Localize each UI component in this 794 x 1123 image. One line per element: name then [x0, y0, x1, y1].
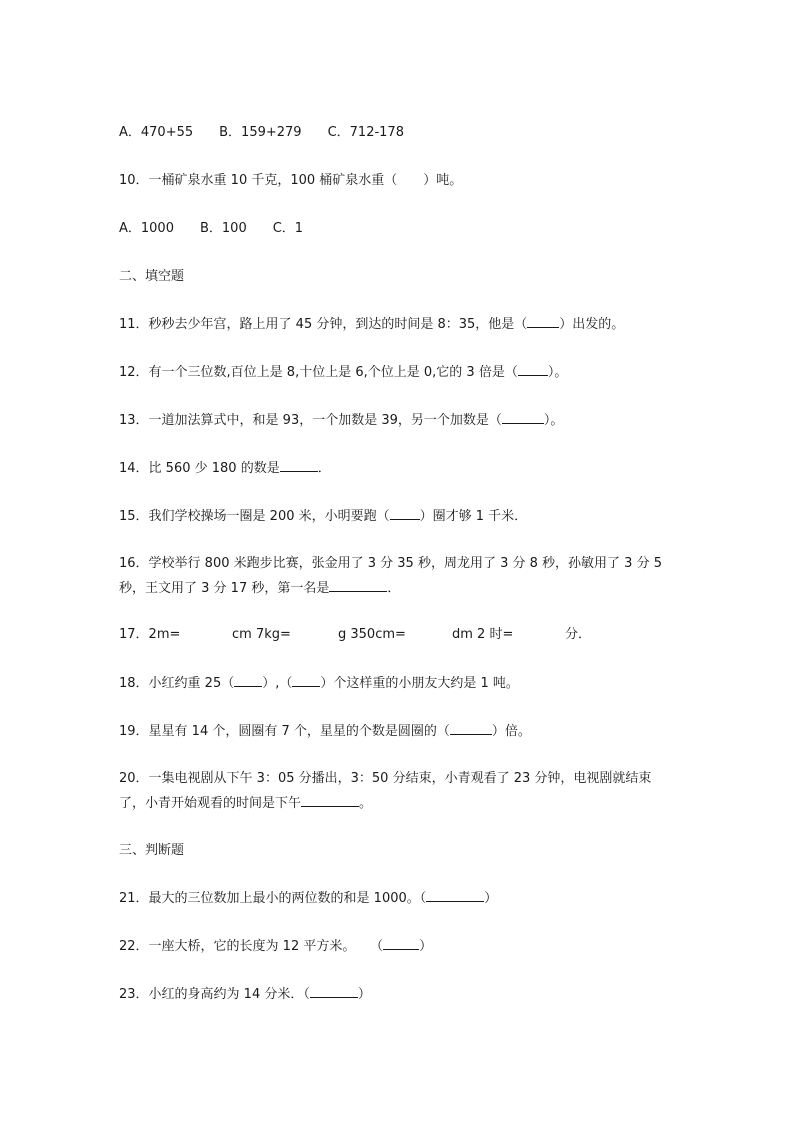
q16-answer-blank[interactable]: [329, 579, 387, 592]
q11-text-before: 11．秒秒去少年宫，路上用了 45 分钟，到达的时间是 8：35，他是（: [119, 317, 528, 332]
q13-text-before: 13．一道加法算式中，和是 93，一个加数是 39，另一个加数是（: [119, 413, 502, 428]
q18-answer-blank-2[interactable]: [292, 674, 320, 687]
q14-answer-blank[interactable]: [280, 459, 318, 472]
q22-answer-blank[interactable]: [383, 937, 419, 950]
section-heading-fill-blank: 二、填空题: [119, 269, 185, 284]
q12-text-after: ）。: [547, 365, 568, 380]
question-23: [119, 985, 371, 1004]
q13-text-after: ）。: [543, 413, 564, 428]
q12-text-before: 12．有一个三位数,百位上是 8,十位上是 6,个位上是 0,它的 3 倍是（: [119, 365, 518, 380]
q10-options: A．1000 B．100 C．1: [119, 221, 304, 236]
q11-answer-blank[interactable]: [527, 315, 559, 328]
q19-answer-blank[interactable]: [450, 722, 492, 735]
q22-text-before: 22．一座大桥，它的长度为 12 平方米。 （: [119, 939, 384, 954]
q18-text-3: ）个这样重的小朋友大约是 1 吨。: [320, 676, 519, 691]
question-19: [119, 722, 531, 741]
q16-text-before: 秒，王文用了 3 分 17 秒，第一名是: [119, 581, 330, 596]
q15-text-after: ）圈才够 1 千米．: [419, 509, 528, 524]
question-12: [119, 363, 567, 382]
q19-text-before: 19．星星有 14 个，圆圈有 7 个，星星的个数是圆圈的（: [119, 724, 450, 739]
q13-answer-blank[interactable]: [502, 411, 544, 424]
q18-answer-blank-1[interactable]: [234, 674, 262, 687]
q21-text-before: 21．最大的三位数加上最小的两位数的和是 1000。（: [119, 891, 427, 906]
q9-options: A．470+55 B．159+279 C．712-178: [119, 125, 404, 140]
question-20-line-1: 20．一集电视剧从下午 3：05 分播出，3：50 分结束，小青观看了 23 分钟，电视剧就结束: [119, 771, 652, 786]
q15-text-before: 15．我们学校操场一圈是 200 米，小明要跑（: [119, 509, 390, 524]
q11-text-after: ）出发的。: [559, 317, 625, 332]
q14-text-after: ．: [317, 461, 331, 476]
q17-part-3: g 350cm=: [338, 627, 406, 642]
question-20-line-2: [119, 794, 372, 813]
question-16-line-2: [119, 579, 400, 598]
q23-text-after: ）: [357, 987, 371, 1002]
question-10: 10．一桶矿泉水重 10 千克，100 桶矿泉水重（ ）吨。: [119, 173, 463, 188]
q17-part-1: 17．2m=: [119, 627, 181, 642]
q21-answer-blank[interactable]: [426, 889, 484, 902]
question-22: [119, 937, 432, 956]
question-16-line-1: 16．学校举行 800 米跑步比赛，张金用了 3 分 35 秒，周龙用了 3 分 8 秒，孙敏用了 3 分 5: [119, 556, 662, 571]
q22-text-after: ）: [419, 939, 433, 954]
question-21: [119, 889, 497, 908]
section-heading-judgment: 三、判断题: [119, 843, 185, 858]
q18-text-1: 18．小红约重 25（: [119, 676, 235, 691]
q18-text-2: ）,（: [262, 676, 293, 691]
question-18: [119, 674, 519, 693]
q17-part-5: 分．: [565, 627, 592, 642]
q23-text-before: 23．小红的身高约为 14 分米．（: [119, 987, 310, 1002]
q20-text-before: 了，小青开始观看的时间是下午: [119, 796, 302, 811]
question-13: [119, 411, 563, 430]
q15-answer-blank[interactable]: [390, 507, 420, 520]
q17-part-2: cm 7kg=: [232, 627, 291, 642]
q20-text-after: 。: [359, 796, 373, 811]
question-14: [119, 459, 331, 478]
q17-part-4: dm 2 时=: [452, 627, 514, 642]
q12-answer-blank[interactable]: [518, 363, 548, 376]
question-11: [119, 315, 624, 334]
q20-answer-blank[interactable]: [301, 794, 359, 807]
q23-answer-blank[interactable]: [310, 985, 358, 998]
question-15: [119, 507, 527, 526]
q14-text-before: 14．比 560 少 180 的数是: [119, 461, 280, 476]
q21-text-after: ）: [484, 891, 498, 906]
q19-text-after: ）倍。: [491, 724, 531, 739]
q16-text-after: ．: [387, 581, 401, 596]
